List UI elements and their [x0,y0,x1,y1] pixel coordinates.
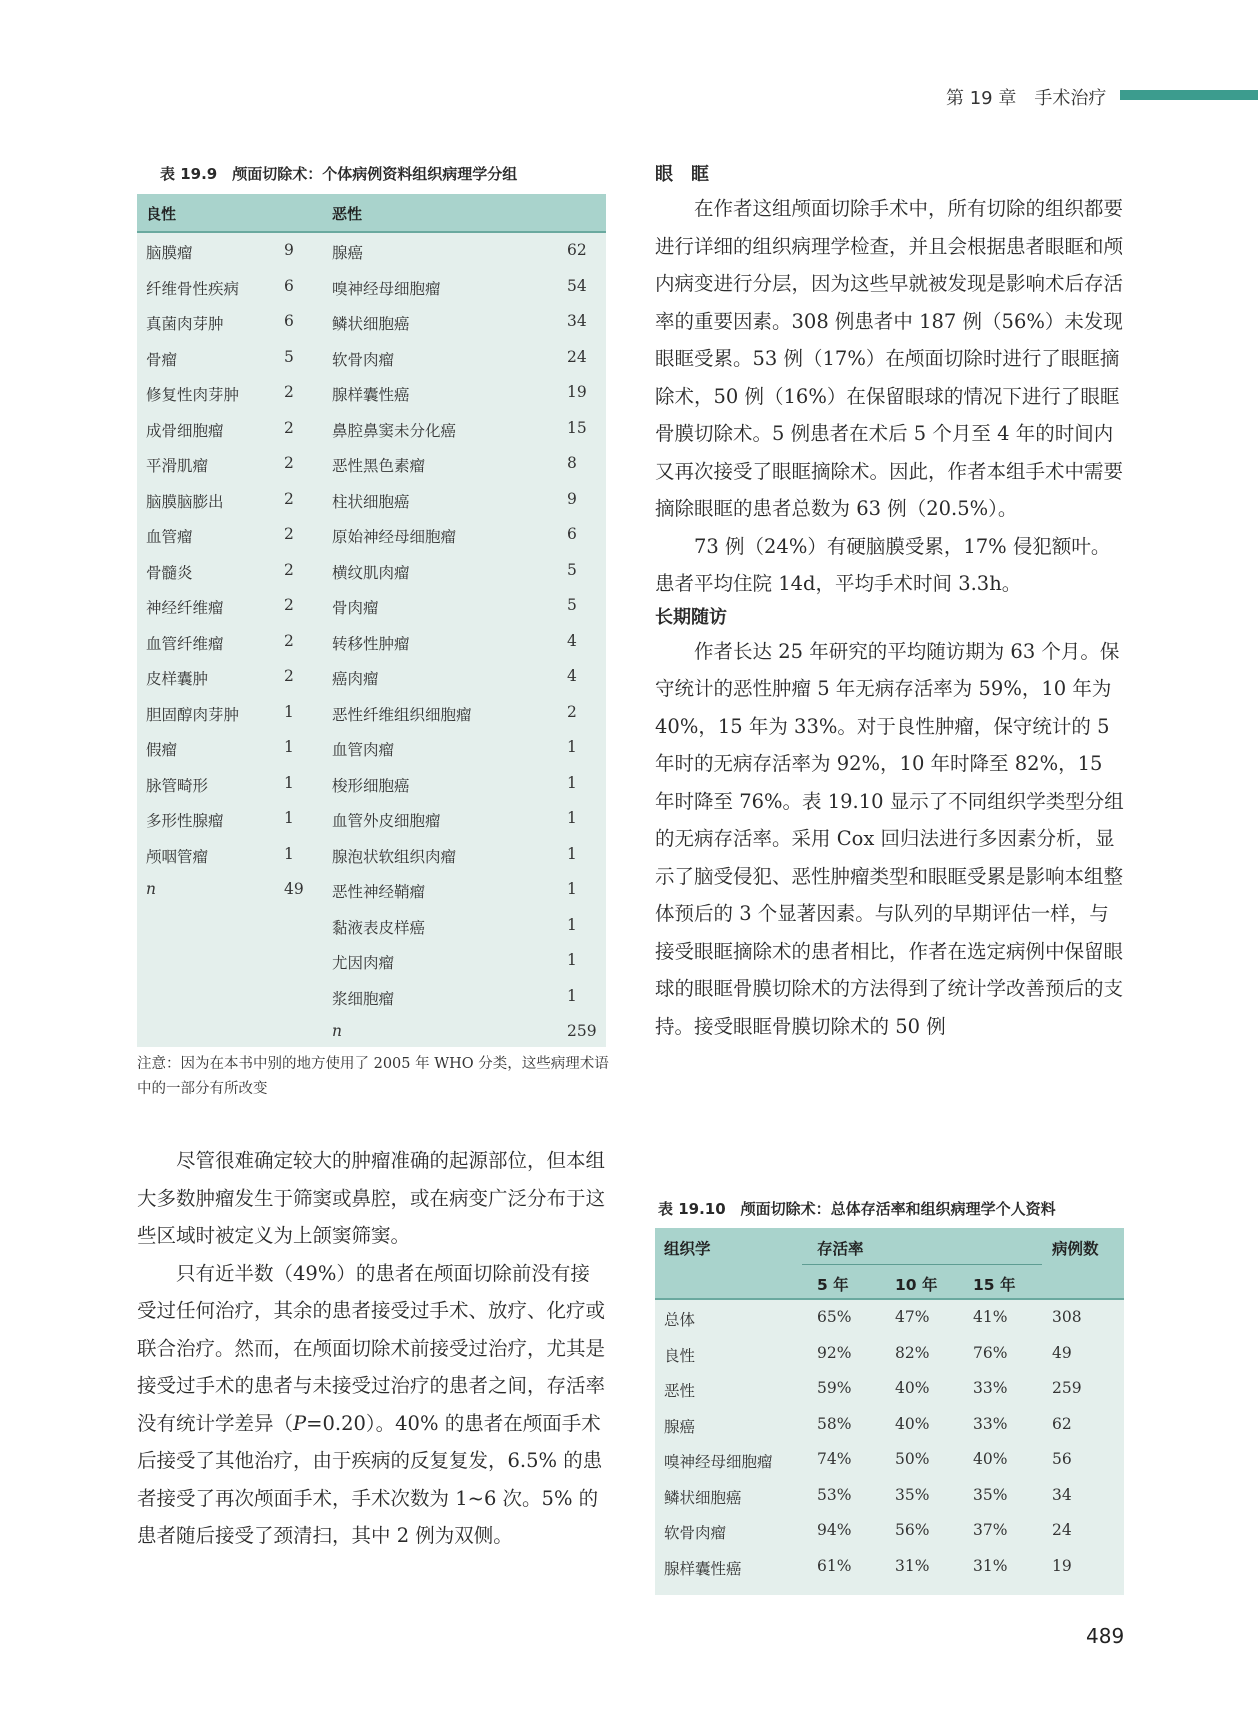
histology-name: 总体 [664,1311,696,1329]
benign-count: 1 [284,773,294,792]
benign-count: 2 [284,667,294,685]
malignant-name: 转移性肿瘤 [332,634,410,653]
benign-count: 6 [284,276,294,295]
right-body-text [655,160,1125,1045]
benign-count: 2 [284,454,294,472]
malignant-count: 62 [567,241,587,259]
malignant-count: 1 [567,809,577,827]
table-19-9 [137,194,606,1047]
survival-5yr: 58% [817,1414,852,1433]
benign-count: 1 [284,702,294,721]
table-row [137,304,606,340]
benign-count: 1 [284,738,294,756]
malignant-name: 血管外皮细胞瘤 [332,812,441,830]
malignant-count: 1 [567,773,577,792]
table-note: 注意：因为在本书中别的地方使用了 2005 年 WHO 分类，这些病理术语中的一部分有所改变 [137,1056,609,1097]
table-19-10 [655,1228,1124,1595]
table-header [655,1228,1124,1300]
benign-header: 良性 [146,205,177,223]
malignant-count: 19 [567,383,587,401]
survival-5yr: 94% [817,1521,852,1539]
malignant-count: 259 [567,1022,597,1040]
survival-10yr: 31% [895,1556,930,1575]
malignant-header: 恶性 [332,205,363,223]
survival-10yr: 40% [895,1414,930,1433]
page-number: 489 [1086,1624,1125,1648]
histology-name: 良性 [664,1346,696,1365]
malignant-count: 2 [567,702,577,721]
table-row [655,1442,1124,1478]
survival-15yr: 35% [973,1485,1008,1504]
survival-15yr: 33% [973,1414,1008,1433]
histology-name: 嗅神经母细胞瘤 [664,1453,773,1471]
table-row [137,588,606,624]
table-row [655,1371,1124,1407]
survival-15yr: 37% [973,1521,1008,1539]
benign-count: 2 [284,596,294,614]
benign-name: 脑膜脑膨出 [146,492,224,511]
malignant-name: 血管肉瘤 [332,741,395,759]
case-count: 34 [1052,1485,1072,1504]
benign-name: 脉管畸形 [146,776,209,795]
table-body [137,233,606,1050]
malignant-count: 6 [567,525,577,543]
benign-name: 脑膜瘤 [146,244,193,262]
table-row [137,411,606,447]
malignant-name: 鼻腔鼻窦未分化癌 [332,421,457,440]
benign-name: 血管纤维瘤 [146,634,224,653]
survival-10yr: 47% [895,1308,930,1326]
survival-10yr: 35% [895,1485,930,1504]
malignant-count: 34 [567,312,587,330]
survival-15yr: 33% [973,1379,1008,1397]
malignant-name: 嗅神经母细胞瘤 [332,279,441,298]
year15-header: 15 年 [973,1276,1016,1294]
malignant-count: 1 [567,880,577,898]
header-accent-bar [1120,90,1258,100]
benign-name: 神经纤维瘤 [146,599,224,617]
survival-10yr: 56% [895,1521,930,1539]
case-count: 24 [1052,1521,1072,1539]
table-row [137,943,606,979]
malignant-count: 5 [567,560,577,579]
malignant-count: 15 [567,418,587,437]
benign-name: 纤维骨性疾病 [146,279,240,298]
survival-header: 存活率 [817,1240,864,1258]
benign-count: 1 [284,809,294,827]
paragraph [137,1255,607,1555]
table-row [137,979,606,1015]
benign-count: 5 [284,347,294,366]
paragraph: 作者长达 25 年研究的平均随访期为 63 个月。保守统计的恶性肿瘤 5 年无病存活率为 59%，10 年为 40%，15 年为 33%。对于良性肿瘤，保守统计的 5 年时的无病存活率为 92%，10 年时降至 82%，15 年时降至 76%。表 19.10 显示了不同组织学类型分组的无病存活率。采用 Cox 回归法进行多因素分析，显示了脑受侵犯、恶性肿瘤类型和眼眶受累是影响本组整体预后的 3 个显著因素。与队列的早期评估一样，与接受眼眶摘除术的患者相比，作者在选定病例中保留眼球的眼眶骨膜切除术的方法得到了统计学改善预后的支持。接受眼眶骨膜切除术的 50 例 [655,639,1124,1038]
table-row [137,801,606,837]
benign-name: n [146,880,156,898]
malignant-name: 原始神经母细胞瘤 [332,528,457,546]
case-count: 56 [1052,1450,1072,1468]
survival-5yr: 53% [817,1485,852,1504]
table-row [137,340,606,376]
table-row [137,695,606,731]
malignant-name: 梭形细胞癌 [332,776,410,795]
malignant-name: 柱状细胞癌 [332,492,410,511]
benign-name: 成骨细胞瘤 [146,421,224,440]
malignant-name: 腺泡状软组织肉瘤 [332,847,457,866]
malignant-name: 横纹肌肉瘤 [332,563,410,582]
table-row [137,872,606,908]
left-body-text [137,1142,607,1555]
table-row [655,1549,1124,1585]
benign-count: 2 [284,525,294,543]
malignant-name: n [332,1022,342,1040]
survival-10yr: 40% [895,1379,930,1397]
table-row [137,1014,606,1050]
malignant-name: 软骨肉瘤 [332,350,395,369]
text-run: 只有近半数（49%）的患者在颅面切除前没有接受过任何治疗，其余的患者接受过手术、放疗、化疗或联合治疗。然而，在颅面切除术前接受过治疗，尤其是接受过手术的患者与未接受过治疗的患者之间，存活率没有统计学差异（ [137,1261,606,1435]
table-row [655,1407,1124,1443]
malignant-count: 1 [567,844,577,863]
table-row [655,1513,1124,1549]
malignant-name: 骨肉瘤 [332,599,379,617]
benign-name: 修复性肉芽肿 [146,386,240,404]
benign-count: 2 [284,560,294,579]
survival-5yr: 61% [817,1556,852,1575]
benign-name: 胆固醇肉芽肿 [146,705,240,724]
case-count-header: 病例数 [1052,1240,1099,1258]
benign-name: 血管瘤 [146,528,193,546]
benign-count: 9 [284,241,294,259]
paragraph: 73 例（24%）有硬脑膜受累，17% 侵犯额叶。患者平均住院 14d，平均手术时间 3.3h。 [655,534,1111,595]
malignant-count: 1 [567,915,577,934]
table-row [137,837,606,873]
malignant-name: 浆细胞瘤 [332,989,395,1008]
table-row [137,375,606,411]
histology-header: 组织学 [664,1240,711,1258]
benign-name: 骨髓炎 [146,563,193,582]
table-row [655,1478,1124,1514]
table-row [655,1300,1124,1336]
case-count: 259 [1052,1379,1082,1397]
benign-count: 2 [284,383,294,401]
benign-name: 假瘤 [146,741,178,759]
table-row [137,517,606,553]
benign-count: 6 [284,312,294,330]
table-row [137,446,606,482]
malignant-count: 1 [567,738,577,756]
malignant-name: 黏液表皮样癌 [332,918,426,937]
histology-name: 腺样囊性癌 [664,1559,742,1578]
malignant-count: 1 [567,951,577,969]
table-row [137,659,606,695]
survival-10yr: 82% [895,1343,930,1362]
table-row [137,730,606,766]
malignant-name: 尤因肉瘤 [332,954,395,972]
case-count: 308 [1052,1308,1082,1326]
benign-name: 骨瘤 [146,350,178,369]
malignant-count: 4 [567,667,577,685]
benign-name: 皮样囊肿 [146,670,209,688]
survival-15yr: 31% [973,1556,1008,1575]
table-row [137,482,606,518]
case-count: 19 [1052,1556,1072,1575]
table-row [137,908,606,944]
malignant-count: 24 [567,347,587,366]
running-header [940,84,1258,110]
survival-10yr: 50% [895,1450,930,1468]
malignant-count: 54 [567,276,587,295]
section-heading-orbit: 眼 眶 [655,164,709,185]
benign-name: 真菌肉芽肿 [146,315,224,333]
benign-count: 49 [284,880,304,898]
survival-15yr: 40% [973,1450,1008,1468]
benign-name: 多形性腺瘤 [146,812,224,830]
malignant-name: 腺样囊性癌 [332,386,410,404]
malignant-count: 5 [567,596,577,614]
year10-header: 10 年 [895,1276,938,1294]
table-19-10-caption: 表 19.10 颅面切除术：总体存活率和组织病理学个人资料 [658,1200,1056,1218]
malignant-count: 1 [567,986,577,1005]
malignant-name: 癌肉瘤 [332,670,379,688]
histology-name: 腺癌 [664,1417,696,1436]
malignant-count: 8 [567,454,577,472]
malignant-name: 恶性黑色素瘤 [332,457,426,475]
p-value-symbol: P [293,1411,307,1435]
survival-5yr: 92% [817,1343,852,1362]
malignant-name: 恶性神经鞘瘤 [332,883,426,901]
header-divider [802,1264,1042,1265]
table-body [655,1300,1124,1584]
malignant-name: 恶性纤维组织细胞瘤 [332,705,472,724]
survival-15yr: 41% [973,1308,1008,1326]
benign-count: 2 [284,418,294,437]
malignant-name: 鳞状细胞癌 [332,315,410,333]
section-heading-follow-up: 长期随访 [655,606,727,628]
table-row [137,553,606,589]
survival-15yr: 76% [973,1343,1008,1362]
text-run: =0.20）。40% 的患者在颅面手术后接受了其他治疗，由于疾病的反复复发，6.5% 的患者接受了再次颅面手术，手术次数为 1~6 次。5% 的患者随后接受了颈清扫，其中 2 例为双侧。 [137,1411,603,1547]
benign-name: 平滑肌瘤 [146,457,209,475]
table-row [137,766,606,802]
table-row [137,269,606,305]
case-count: 49 [1052,1343,1072,1362]
malignant-count: 9 [567,489,577,508]
benign-count: 2 [284,631,294,650]
paragraph: 尽管很难确定较大的肿瘤准确的起源部位，但本组大多数肿瘤发生于筛窦或鼻腔，或在病变广泛分布于这些区域时被定义为上颌窦筛窦。 [137,1149,606,1247]
malignant-count: 4 [567,631,577,650]
benign-count: 1 [284,844,294,863]
survival-5yr: 74% [817,1450,852,1468]
case-count: 62 [1052,1414,1072,1433]
histology-name: 软骨肉瘤 [664,1524,727,1542]
histology-name: 恶性 [664,1382,696,1400]
chapter-title: 第 19 章 手术治疗 [946,88,1107,109]
histology-name: 鳞状细胞癌 [664,1488,742,1507]
paragraph: 在作者这组颅面切除手术中，所有切除的组织都要进行详细的组织病理学检查，并且会根据患者眼眶和颅内病变进行分层，因为这些早就被发现是影响术后存活率的重要因素。308 例患者中 187 例（56%）未发现眼眶受累。53 例（17%）在颅面切除时进行了眼眶摘除术，50 例（16%）在保留眼球的情况下进行了眼眶骨膜切除术。5 例患者在术后 5 个月至 4 年的时间内又再次接受了眼眶摘除术。因此，作者本组手术中需要摘除眼眶的患者总数为 63 例（20.5%）。 [655,197,1124,520]
malignant-name: 腺癌 [332,244,364,262]
table-row [137,233,606,269]
benign-count: 2 [284,489,294,508]
table-row [655,1336,1124,1372]
table-row [137,624,606,660]
table-header [137,194,606,233]
survival-5yr: 65% [817,1308,852,1326]
benign-name: 颅咽管瘤 [146,847,209,866]
table-19-9-caption: 表 19.9 颅面切除术：个体病例资料组织病理学分组 [160,165,518,183]
survival-5yr: 59% [817,1379,852,1397]
year5-header: 5 年 [817,1276,849,1294]
